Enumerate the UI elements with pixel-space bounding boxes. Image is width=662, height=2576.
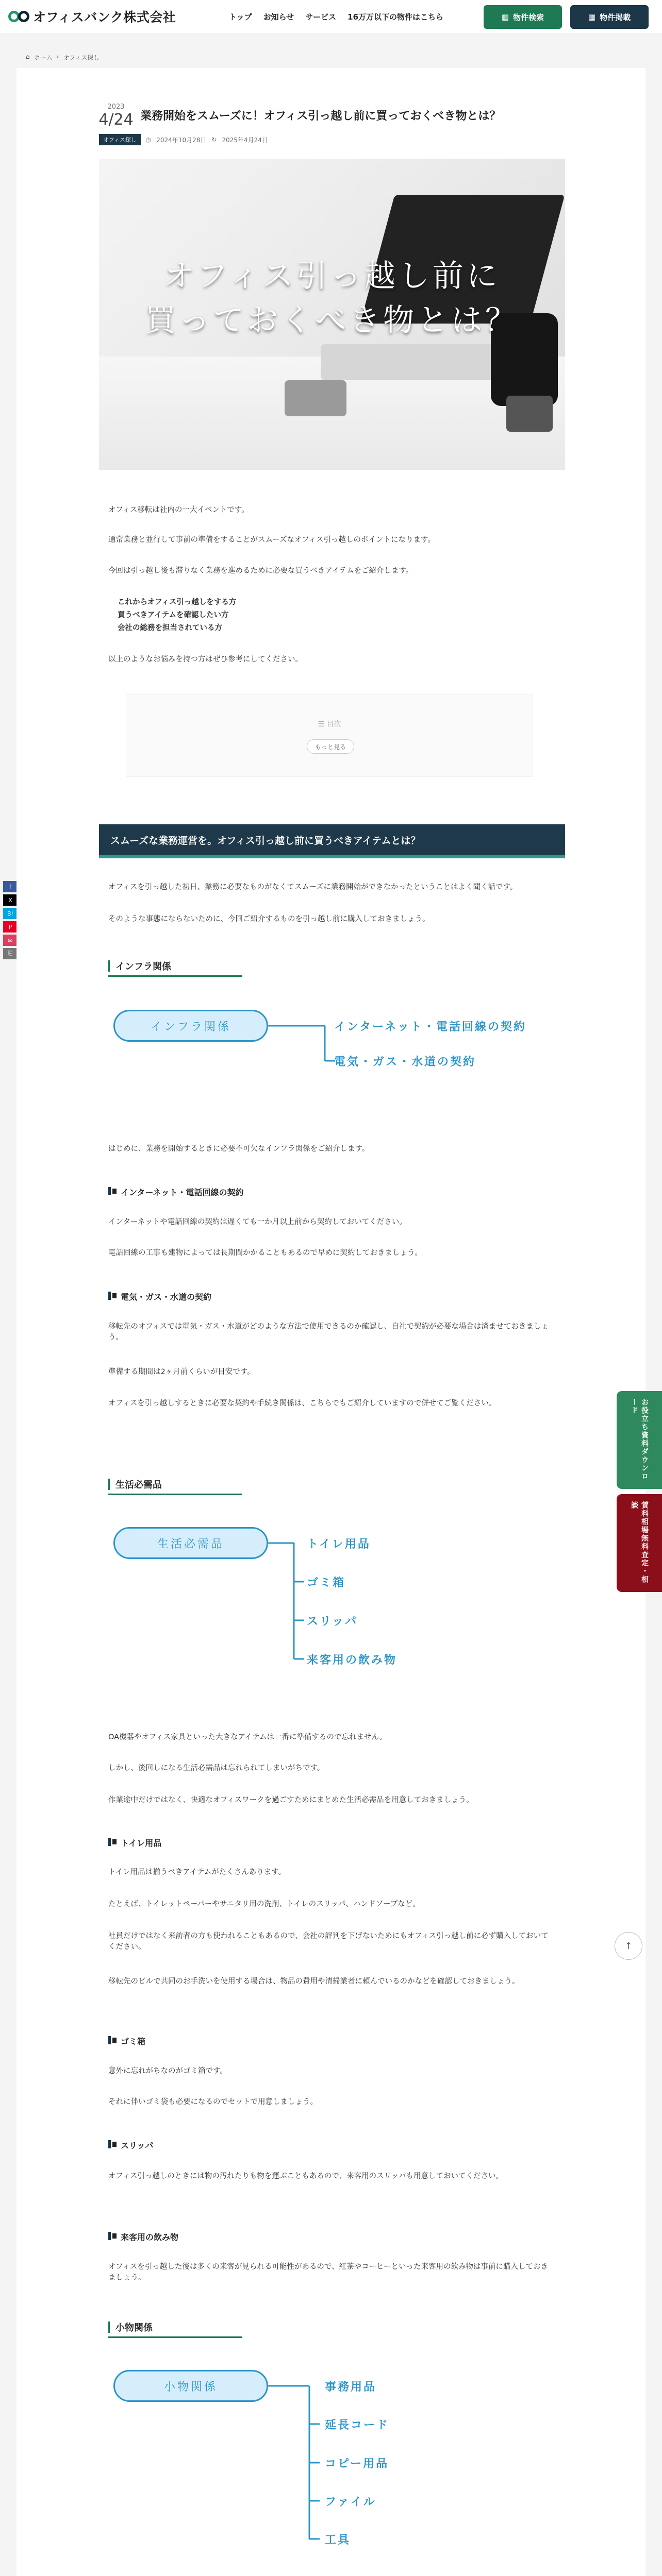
small-diagram (108, 2365, 562, 2555)
diagram-item: コピー用品 (325, 2458, 389, 2470)
updated-date: 2025年4月24日 (222, 136, 268, 144)
diagram-item: 工具 (325, 2534, 351, 2547)
toc-title: 目次 (326, 720, 341, 728)
intro-paragraph: 通常業務と並行して事前の準備をすることがスムーズなオフィス引っ越しのポイントになります。 (108, 536, 435, 544)
hero-caption-line2: 買っておくべき物とは？ (145, 302, 519, 338)
hero-caption (99, 254, 565, 343)
section-paragraph: たとえば、トイレットペーパーやサニタリ用の洗剤、トイレのスリッパ、ハンドソープなど。 (108, 1900, 420, 1908)
property-search-label: 物件検索 (513, 12, 544, 22)
section-paragraph: オフィスを引っ越しするときに必要な契約や手続き関係は、こちらでもご紹介していますので併せてご覧ください。 (108, 1399, 496, 1408)
section-paragraph: 移転先のオフィスでは電気・ガス・水道がどのような方法で使用できるのか確認し、自社で契約が必要な場合は済ませておきましょう。 (108, 1323, 549, 1342)
section-paragraph: 意外に忘れがちなのがゴミ箱です。 (108, 2067, 227, 2075)
home-icon: ⌂ (26, 53, 30, 60)
property-search-button[interactable] (484, 5, 562, 29)
infra-diagram (108, 1002, 562, 1084)
subsection-heading: 生活必需品 (108, 1475, 242, 1495)
hero-image (99, 159, 565, 470)
target-list-item: 会社の総務を担当されている方 (118, 624, 222, 632)
property-listing-label: 物件掲載 (600, 12, 631, 22)
diagram-root: インフラ関係 (113, 1010, 268, 1042)
nav-news[interactable]: お知らせ (263, 12, 294, 22)
toc-more-button[interactable]: もっと見る (307, 739, 354, 754)
mail-share-button[interactable]: ✉ (3, 935, 18, 946)
section-paragraph: 電話回線の工事も建物によっては長期間かかることもあるので早めに契約しておきましょう。 (108, 1249, 422, 1257)
diagram-connector (108, 1002, 562, 1084)
item-heading (108, 2035, 145, 2047)
section-paragraph: 作業途中だけではなく、快適なオフィスワークを過ごすためにまとめた生活必需品を用意しておきましょう。 (108, 1796, 474, 1804)
section-paragraph: はじめに、業務を開始するときに必要不可欠なインフラ関係をご紹介します。 (108, 1145, 370, 1153)
diagram-item: ゴミ箱 (307, 1577, 346, 1589)
list-icon: ☰ (318, 720, 327, 728)
rent-appraisal-button[interactable] (617, 1494, 662, 1592)
daily-diagram (108, 1520, 562, 1674)
logo[interactable] (8, 7, 176, 26)
item-heading-text: スリッパ (121, 2141, 154, 2150)
pocket-share-button[interactable]: P (3, 921, 18, 933)
breadcrumb-current[interactable]: オフィス探し (63, 54, 100, 61)
section-paragraph: オフィス引っ越しのときには物の汚れたりも物を運ぶこともあるので、来客用のスリッパも用意しておいてください。 (108, 2172, 504, 2180)
published-date: 2024年10月28日 (156, 136, 207, 144)
nav-service[interactable]: サービス (305, 12, 337, 22)
section-paragraph: そのような事態にならないために、今回ご紹介するものを引っ越し前に購入しておきましょう。 (108, 915, 430, 923)
item-heading (108, 1837, 161, 1849)
intro-paragraph: 以上のようなお悩みを持つ方はぜひ参考にしてください。 (108, 655, 303, 664)
property-listing-button[interactable] (570, 5, 649, 29)
intro-paragraph: オフィス移転は社内の一大イベントです。 (108, 506, 249, 514)
section-paragraph: しかし、後回しになる生活必需品は忘れられてしまいがちです。 (108, 1764, 325, 1772)
diagram-item: スリッパ (307, 1615, 358, 1628)
item-heading-text: 電気・ガス・水道の契約 (121, 1292, 212, 1302)
subsection-heading: 小物関係 (108, 2317, 242, 2338)
cta-label: 賃料相場無料査定・相談 (630, 1501, 649, 1584)
x-share-button[interactable]: X (3, 894, 18, 906)
item-heading (108, 2139, 153, 2151)
building-icon: ▦ (588, 12, 596, 22)
section-paragraph: OA機器やオフィス家具といった大きなアイテムは一番に準備するので忘れません。 (108, 1733, 387, 1741)
item-heading-text: インターネット・電話回線の契約 (121, 1188, 244, 1197)
article-meta (99, 134, 268, 145)
hero-caption-line1: オフィス引っ越し前に (163, 258, 501, 294)
item-heading-text: ゴミ箱 (121, 2037, 146, 2046)
section-paragraph: インターネットや電話回線の契約は遅くても一か月以上前から契約しておいてください。 (108, 1218, 407, 1226)
diagram-item: インターネット・電話回線の契約 (334, 1021, 527, 1033)
item-heading-text: 来客用の飲み物 (121, 2232, 179, 2242)
nav-top[interactable]: トップ (229, 12, 252, 22)
diagram-item: 来客用の飲み物 (307, 1654, 398, 1667)
category-badge[interactable]: オフィス探し (99, 134, 141, 145)
post-month-day: 4/24 (98, 111, 134, 129)
breadcrumb-home[interactable]: ホーム (34, 54, 53, 61)
section-paragraph: それに伴いゴミ袋も必要になるのでセットで用意しましょう。 (108, 2098, 318, 2106)
breadcrumb (26, 53, 100, 62)
refresh-icon: ↻ (211, 136, 217, 143)
main-nav (229, 11, 443, 22)
item-heading-text: トイレ用品 (121, 1838, 162, 1848)
section-paragraph: トイレ用品は揃うべきアイテムがたくさんあります。 (108, 1868, 286, 1876)
diagram-item: 事務用品 (325, 2381, 377, 2394)
section-paragraph: 社員だけではなく来訪者の方も使われることもあるので、会社の評判を下げないためにもオフィス引っ越し前に必ず購入しておいてください。 (108, 1932, 549, 1951)
subsection-heading: インフラ関係 (108, 956, 242, 977)
intro-paragraph: 今回は引っ越し後も滞りなく業務を進めるために必要な買うべきアイテムをご紹介します。 (108, 567, 413, 575)
building-icon: ▦ (501, 12, 509, 22)
section-paragraph: オフィスを引っ越した後は多くの来客が見られる可能性があるので、紅茶やコーヒーといった来客用の飲み物は事前に購入しておきましょう。 (108, 2263, 549, 2282)
section-heading: スムーズな業務運営を。オフィス引っ越し前に買うべきアイテムとは？ (99, 824, 565, 858)
document-download-button[interactable] (617, 1391, 662, 1489)
hatena-share-button[interactable]: B! (3, 908, 18, 919)
diagram-root: 生活必需品 (113, 1527, 268, 1559)
article-title: 業務開始をスムーズに！オフィス引っ越し前に買っておくべき物とは？ (140, 110, 501, 123)
section-paragraph: 準備する期間は2ヶ月前くらいが目安です。 (108, 1368, 255, 1376)
toc-label (126, 719, 533, 729)
clock-icon: ◷ (145, 136, 152, 143)
target-list-item: これからオフィス引っ越しをする方 (118, 598, 237, 606)
diagram-root: 小物関係 (113, 2370, 268, 2402)
item-heading (108, 1186, 244, 1198)
diagram-item: ファイル (325, 2496, 376, 2509)
cta-label: お役立ち資料ダウンロード (630, 1398, 649, 1481)
section-paragraph: 移転先のビルで共同のお手洗いを使用する場合は、物品の費用や清掃業者に頼んでいるのかなどを確認しておきましょう。 (108, 1977, 520, 1986)
post-year: 2023 (107, 103, 125, 111)
phone-shape (285, 380, 346, 416)
camera-shape (506, 396, 553, 432)
date-box (98, 103, 134, 129)
nav-cheap-properties[interactable]: 16万万以下の物件はこちら (347, 12, 444, 22)
diagram-item: 電気・ガス・水道の契約 (334, 1056, 476, 1069)
item-heading (108, 1291, 211, 1302)
diagram-item: 延長コード (325, 2419, 390, 2432)
site-header (0, 0, 662, 34)
diagram-item: トイレ用品 (307, 1538, 371, 1551)
facebook-share-button[interactable]: f (3, 881, 18, 892)
item-heading (108, 2231, 178, 2243)
section-paragraph: オフィスを引っ越した初日、業務に必要なものがなくてスムーズに業務開始ができなかったということはよく聞く話です。 (108, 883, 518, 891)
company-name: オフィスバンク株式会社 (33, 10, 176, 25)
logo-icon (8, 10, 30, 23)
copy-link-button[interactable]: ⎘ (3, 948, 18, 959)
back-to-top-button[interactable]: ↑ (615, 1932, 642, 1960)
target-list-item: 買うべきアイテムを確認したい方 (118, 611, 229, 619)
breadcrumb-separator: › (56, 53, 59, 60)
table-of-contents (126, 694, 533, 777)
